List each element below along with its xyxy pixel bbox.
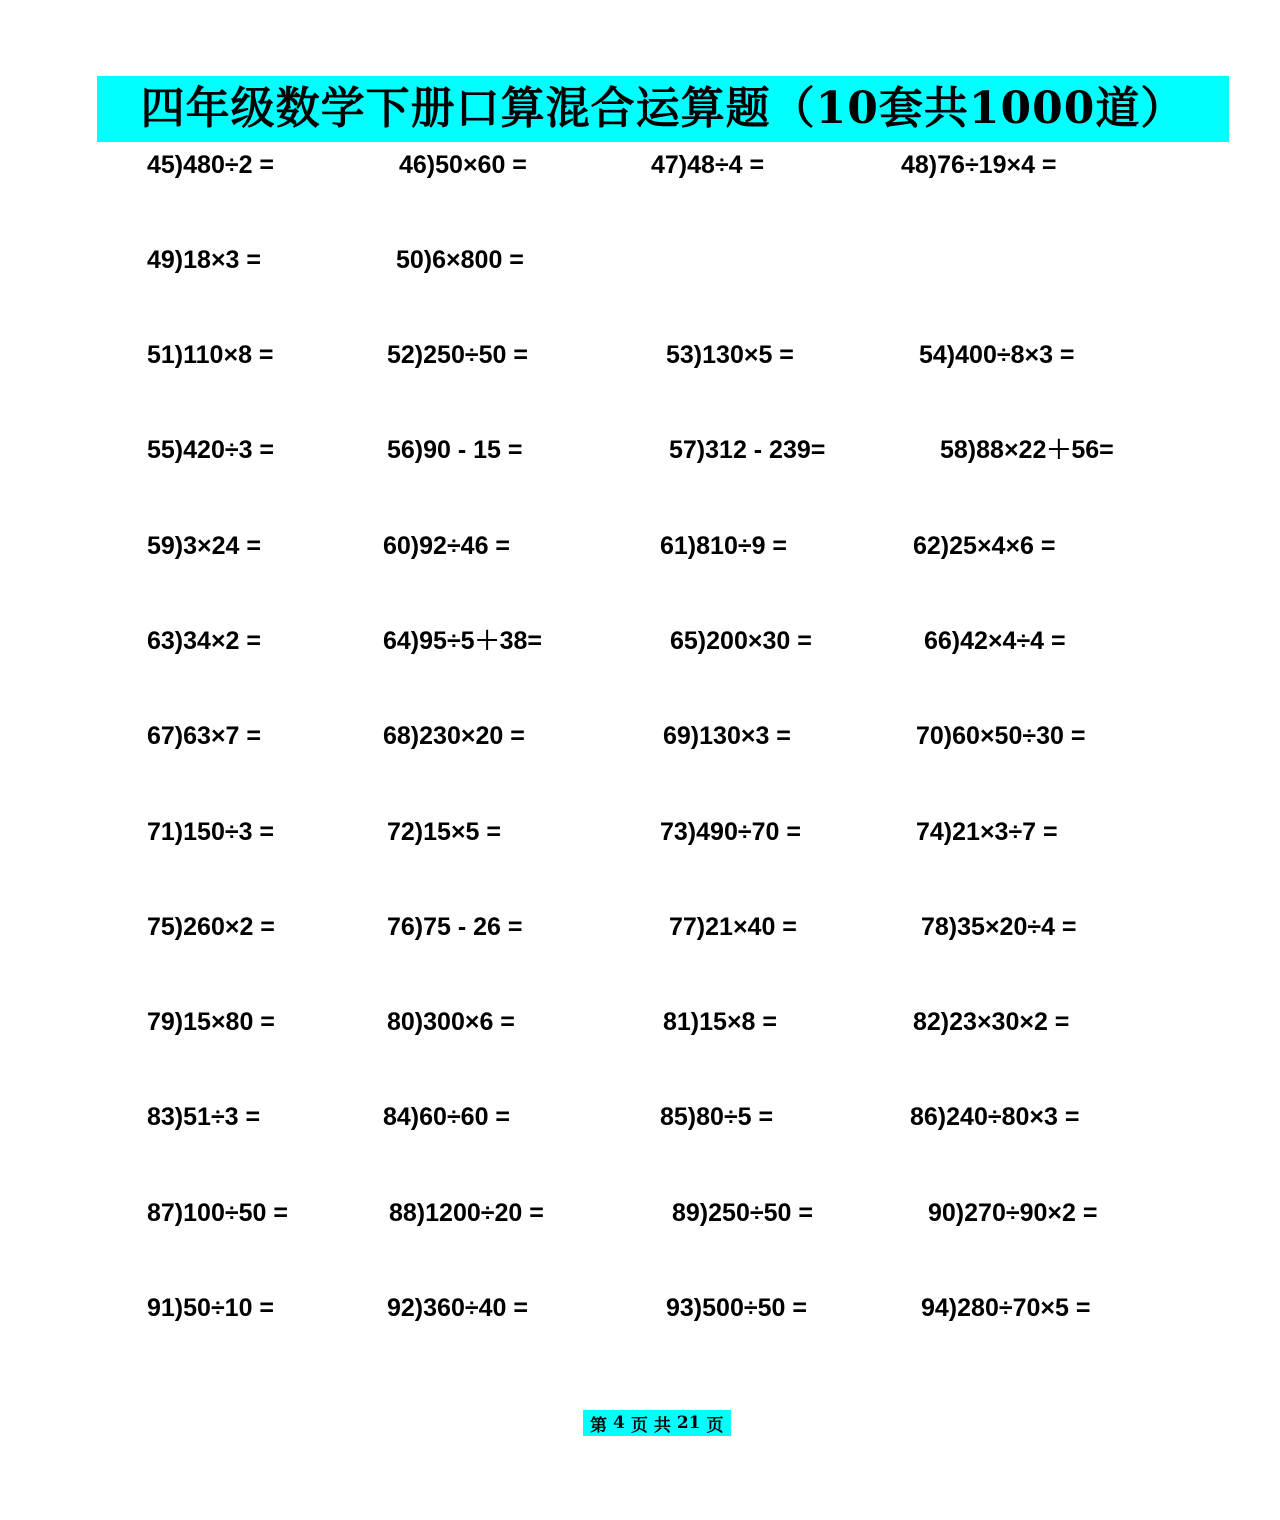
problem-row <box>0 1293 1280 1333</box>
problem-item: 48)76÷19×4 = <box>901 151 1057 179</box>
problem-row <box>0 150 1280 190</box>
problem-item: 51)110×8 = <box>147 341 274 369</box>
problem-item: 83)51÷3 = <box>147 1103 261 1131</box>
problem-item: 66)42×4÷4 = <box>924 627 1066 655</box>
problem-item: 46)50×60 = <box>399 151 527 179</box>
problem-item: 58)88×22＋56= <box>940 436 1114 464</box>
problem-item: 88)1200÷20 = <box>389 1199 544 1227</box>
problem-item: 53)130×5 = <box>666 341 794 369</box>
footer-page-number: 4 <box>613 1413 625 1433</box>
problem-item: 63)34×2 = <box>147 627 261 655</box>
problem-item: 55)420÷3 = <box>147 436 275 464</box>
title-band <box>97 76 1229 142</box>
problem-row <box>0 1007 1280 1047</box>
problem-item: 52)250÷50 = <box>387 341 528 369</box>
problem-item: 93)500÷50 = <box>666 1294 807 1322</box>
problem-item: 81)15×8 = <box>663 1008 777 1036</box>
footer-ye: 页 <box>630 1415 648 1436</box>
problem-item: 50)6×800 = <box>396 246 524 274</box>
problem-row <box>0 245 1280 285</box>
problem-item: 84)60÷60 = <box>383 1103 511 1131</box>
problem-item: 71)150÷3 = <box>147 818 275 846</box>
problem-item: 76)75 - 26 = <box>387 913 523 941</box>
problem-row <box>0 626 1280 666</box>
problem-item: 90)270÷90×2 = <box>928 1199 1098 1227</box>
problem-item: 94)280÷70×5 = <box>921 1294 1091 1322</box>
problem-item: 74)21×3÷7 = <box>916 818 1058 846</box>
problem-item: 68)230×20 = <box>383 722 525 750</box>
problem-item: 78)35×20÷4 = <box>921 913 1077 941</box>
problem-item: 64)95÷5＋38= <box>383 627 542 655</box>
problem-item: 54)400÷8×3 = <box>919 341 1075 369</box>
problem-item: 86)240÷80×3 = <box>910 1103 1080 1131</box>
footer-di: 第 <box>590 1415 607 1436</box>
problem-item: 75)260×2 = <box>147 913 275 941</box>
problem-item: 67)63×7 = <box>147 722 261 750</box>
problem-item: 49)18×3 = <box>147 246 261 274</box>
problem-row <box>0 721 1280 761</box>
problem-item: 70)60×50÷30 = <box>916 722 1086 750</box>
problem-item: 65)200×30 = <box>670 627 812 655</box>
problem-item: 69)130×3 = <box>663 722 791 750</box>
problem-row <box>0 1198 1280 1238</box>
problem-item: 77)21×40 = <box>669 913 797 941</box>
problem-item: 72)15×5 = <box>387 818 501 846</box>
problem-row <box>0 912 1280 952</box>
problem-item: 62)25×4×6 = <box>913 532 1056 560</box>
problem-item: 61)810÷9 = <box>660 532 788 560</box>
problem-item: 79)15×80 = <box>147 1008 275 1036</box>
problem-item: 89)250÷50 = <box>672 1199 813 1227</box>
problem-item: 60)92÷46 = <box>383 532 511 560</box>
problem-item: 80)300×6 = <box>387 1008 515 1036</box>
problem-row <box>0 435 1280 475</box>
problem-item: 87)100÷50 = <box>147 1199 288 1227</box>
problem-item: 57)312 - 239= <box>669 436 826 464</box>
problem-row <box>0 817 1280 857</box>
problem-item: 47)48÷4 = <box>651 151 765 179</box>
problem-row <box>0 531 1280 571</box>
problem-item: 56)90 - 15 = <box>387 436 523 464</box>
problem-item: 85)80÷5 = <box>660 1103 774 1131</box>
footer-gong: 共 <box>653 1415 671 1436</box>
problem-item: 59)3×24 = <box>147 532 261 560</box>
problem-row <box>0 1102 1280 1142</box>
problem-row <box>0 340 1280 380</box>
problem-item: 45)480÷2 = <box>147 151 275 179</box>
problem-item: 91)50÷10 = <box>147 1294 275 1322</box>
page-title: 四年级数学下册口算混合运算题（10套共1000道） <box>140 83 1186 134</box>
page-footer <box>583 1410 731 1436</box>
footer-total-pages: 21 <box>676 1413 701 1433</box>
problem-item: 73)490÷70 = <box>660 818 801 846</box>
problem-item: 92)360÷40 = <box>387 1294 528 1322</box>
problem-item: 82)23×30×2 = <box>913 1008 1070 1036</box>
footer-ye2: 页 <box>706 1415 724 1436</box>
